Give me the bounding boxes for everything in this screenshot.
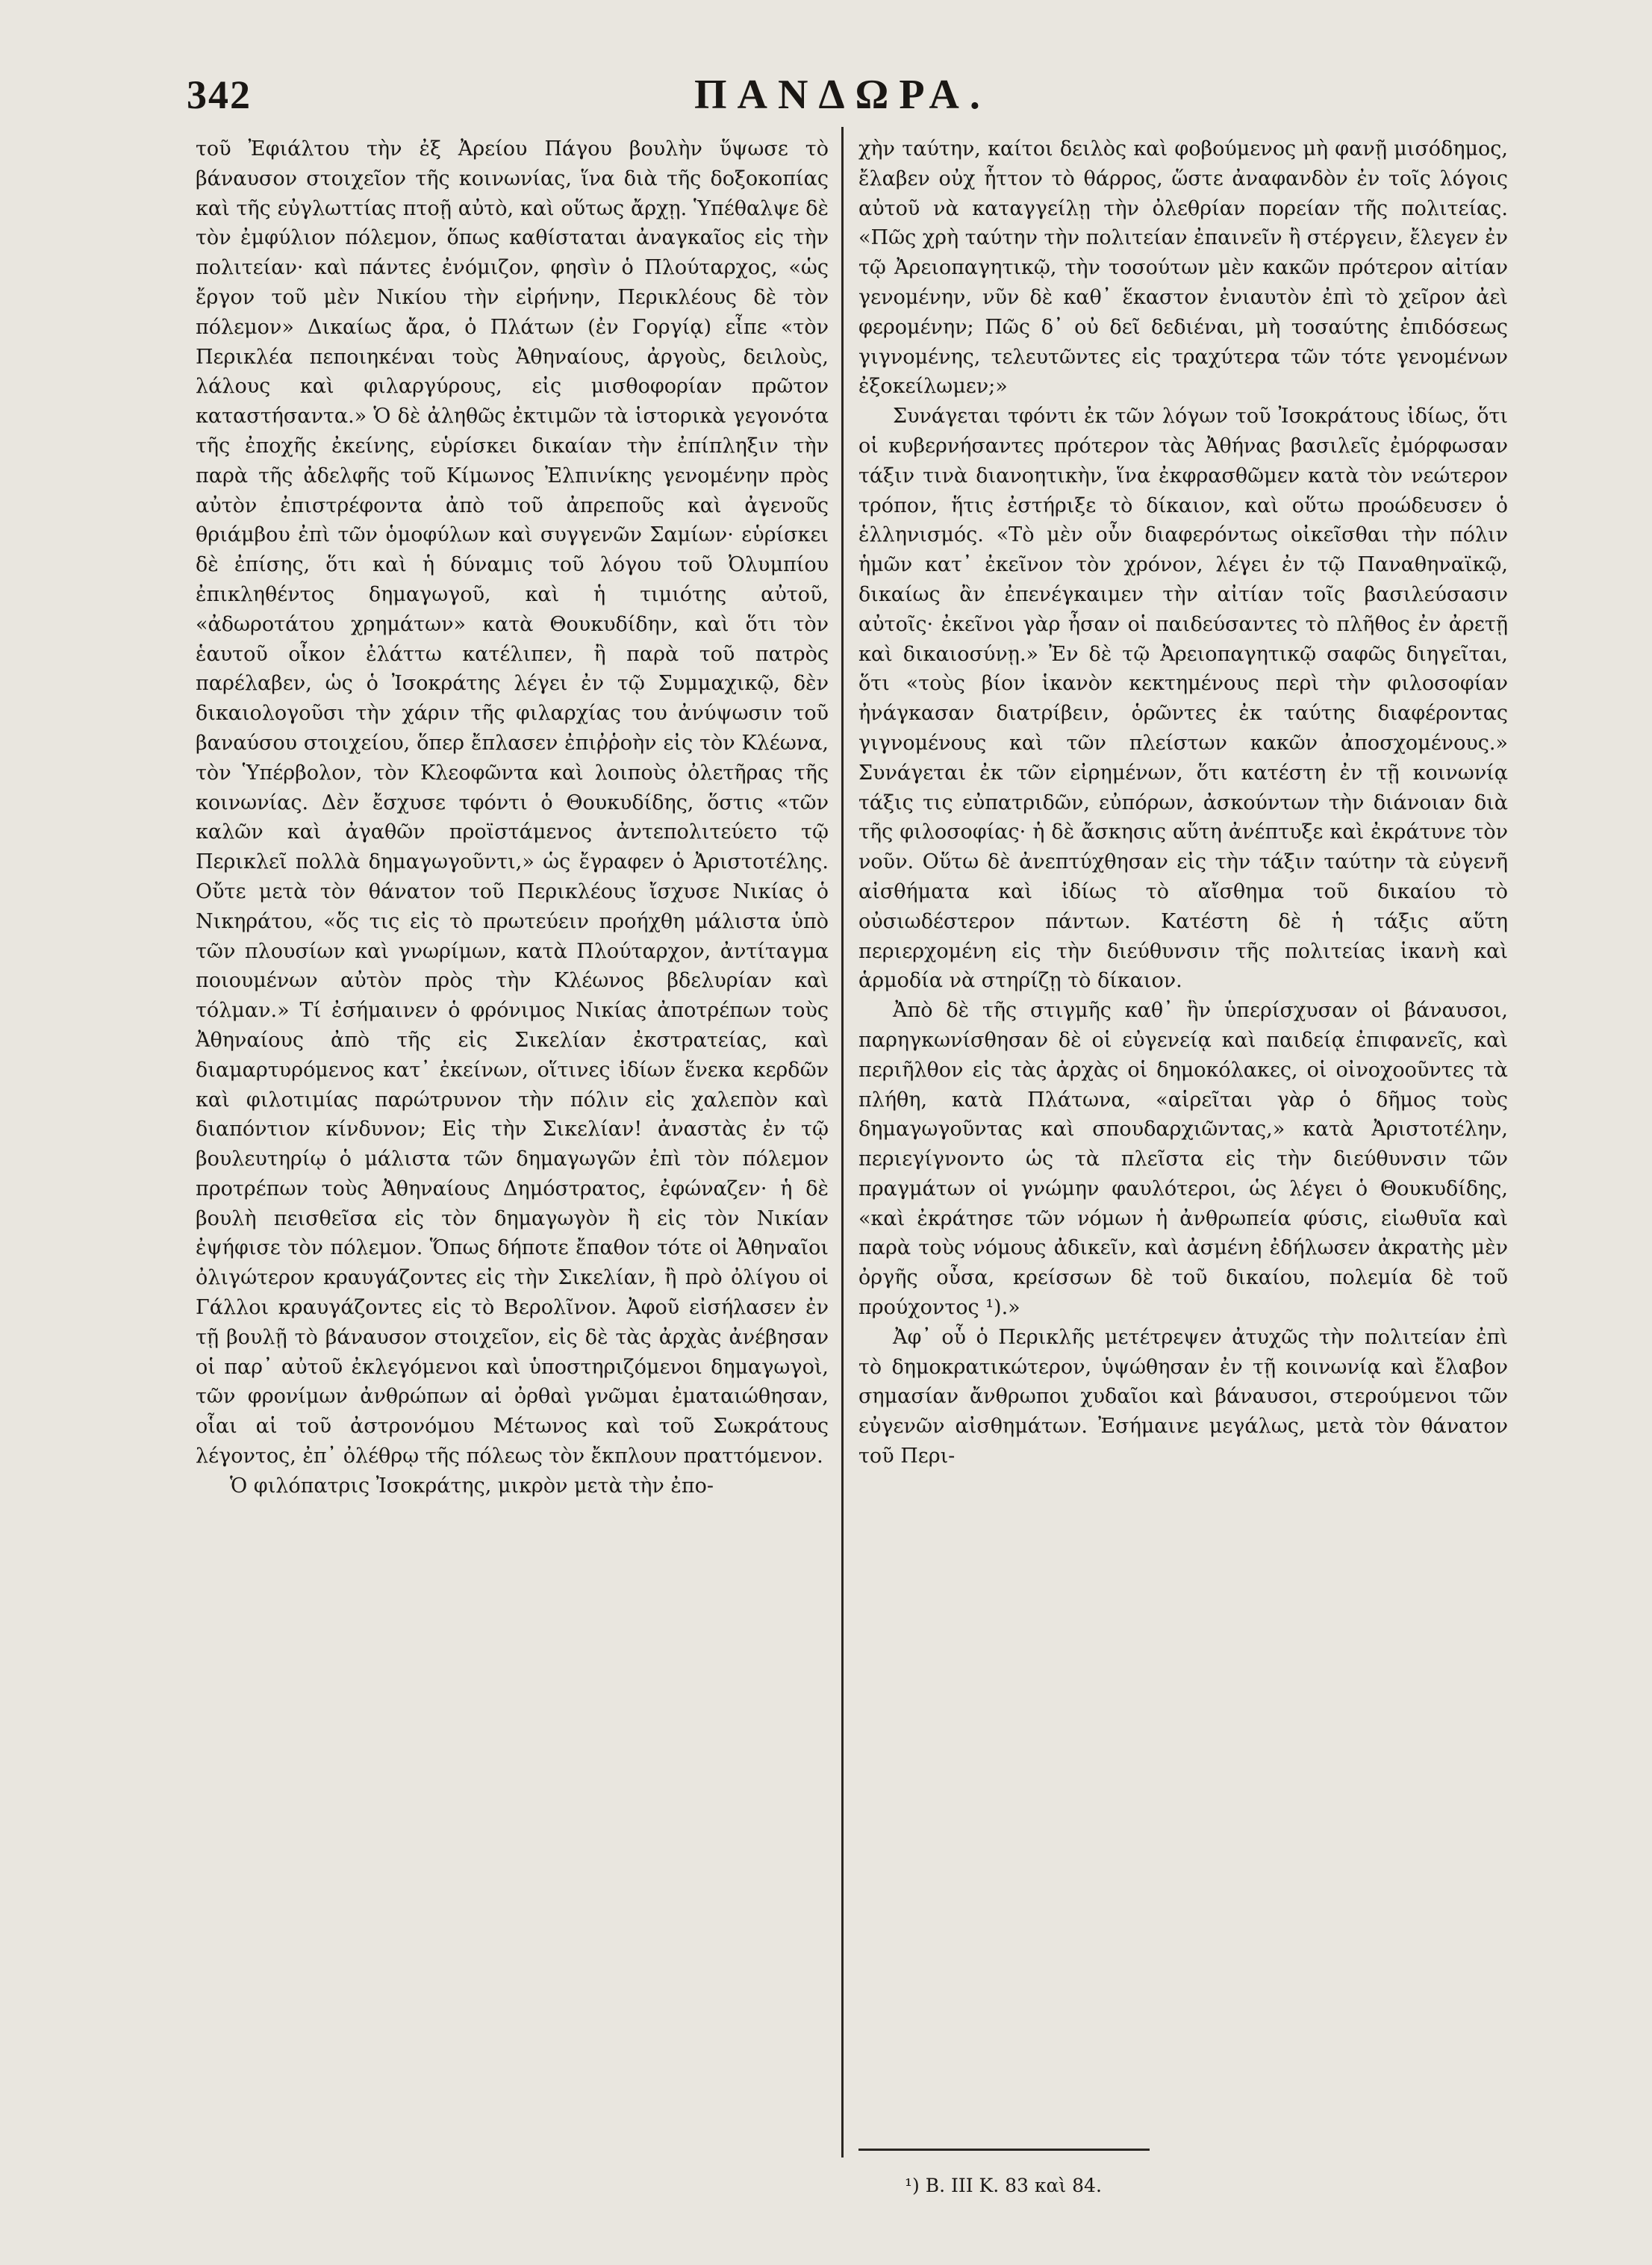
- footnote: ¹) Β. ΙΙΙ Κ. 83 καὶ 84.: [905, 2175, 1102, 2196]
- left-paragraph-1: τοῦ Ἐφιάλτου τὴν ἐξ Ἀρείου Πάγου βουλὴν ὕψωσε τὸ βάναυσον στοιχεῖον τῆς κοινωνίας, ἵνα διὰ τῆς δοξοκοπίας καὶ τῆς εὐγλωττίας πτοῇ αὐτὸ, καὶ οὕτως ἄρχῃ. Ὑπέθαλψε δὲ τὸν ἐμφύλιον πόλεμον, ὅπως καθίσταται ἀναγκαῖος εἰς τὴν πολιτείαν· καὶ πάντες ἐνόμιζον, φησὶν ὁ Πλούταρχος, «ὡς ἔργον τοῦ μὲν Νικίου τὴν εἰρήνην, Περικλέους δὲ τὸν πόλεμον» Δικαίως ἄρα, ὁ Πλάτων (ἐν Γοργίᾳ) εἶπε «τὸν Περικλέα πεποιηκέναι τοὺς Ἀθηναίους, ἀργοὺς, δειλοὺς, λάλους καὶ φιλαργύρους, εἰς μισθοφορίαν πρῶτον καταστήσαντα.» Ὁ δὲ ἀληθῶς ἐκτιμῶν τὰ ἱστορικὰ γεγονότα τῆς ἐποχῆς ἐκείνης, εὑρίσκει δικαίαν τὴν ἐπίπληξιν τὴν παρὰ τῆς ἀδελφῆς τοῦ Κίμωνος Ἐλπινίκης γενομένην πρὸς αὐτὸν ἐπιστρέφοντα ἀπὸ τοῦ ἀπρεποῦς καὶ ἀγενοῦς θριάμβου ἐπὶ τῶν ὁμοφύλων καὶ συγγενῶν Σαμίων· εὑρίσκει δὲ ἐπίσης, ὅτι καὶ ἡ δύναμις τοῦ λόγου τοῦ Ὀλυμπίου ἐπικληθέντος δημαγωγοῦ, καὶ ἡ τιμιότης αὐτοῦ, «ἀδωροτάτου χρημάτων» κατὰ Θουκυδίδην, καὶ ὅτι τὸν ἑαυτοῦ οἶκον ἐλάττω κατέλιπεν, ἢ παρὰ τοῦ πατρὸς παρέλαβεν, ὡς ὁ Ἰσοκράτης λέγει ἐν τῷ Συμμαχικῷ, δὲν δικαιολογοῦσι τὴν χάριν τῆς φιλαρχίας του ἀνύψωσιν τοῦ βαναύσου στοιχείου, ὅπερ ἔπλασεν ἐπιῤῥοὴν εἰς τὸν Κλέωνα, τὸν Ὑπέρβολον, τὸν Κλεοφῶντα καὶ λοιποὺς ὀλετῆρας τῆς κοινωνίας. Δὲν ἔσχυσε τφόντι ὁ Θουκυδίδης, ὅστις «τῶν καλῶν καὶ ἀγαθῶν προϊστάμενος ἀντεπολιτεύετο τῷ Περικλεῖ πολλὰ δημαγωγοῦντι,» ὡς ἔγραφεν ὁ Ἀριστοτέλης. Οὔτε μετὰ τὸν θάνατον τοῦ Περικλέους ἴσχυσε Νικίας ὁ Νικηράτου, «ὅς τις εἰς τὸ πρωτεύειν προήχθη μάλιστα ὑπὸ τῶν πλουσίων καὶ γνωρίμων, κατὰ Πλούταρχον, ἀντίταγμα ποιουμένων αὐτὸν πρὸς τὴν Κλέωνος βδελυρίαν καὶ τόλμαν.» Τί ἐσήμαινεν ὁ φρόνιμος Νικίας ἀποτρέπων τοὺς Ἀθηναίους ἀπὸ τῆς εἰς Σικελίαν ἐκστρατείας, καὶ διαμαρτυρόμενος κατ᾽ ἐκείνων, οἵτινες ἰδίων ἕνεκα κερδῶν καὶ φιλοτιμίας παρώτρυνον τὴν πόλιν εἰς χαλεπὸν καὶ διαπόντιον κίνδυνον; Εἰς τὴν Σικελίαν! ἀναστὰς ἐν τῷ βουλευτηρίῳ ὁ μάλιστα τῶν δημαγωγῶν ἐπὶ τὸν πόλεμον προτρέπων τοὺς Ἀθηναίους Δημόστρατος, ἐφώναζεν· ἡ δὲ βουλὴ πεισθεῖσα εἰς τὸν δημαγωγὸν ἢ εἰς τὸν Νικίαν ἐψήφισε τὸν πόλεμον. Ὅπως δήποτε ἔπαθον τότε οἱ Ἀθηναῖοι ὀλιγώτερον κραυγάζοντες εἰς τὴν Σικελίαν, ἢ πρὸ ὀλίγου οἱ Γάλλοι κραυγάζοντες εἰς τὸ Βερολῖνον. Ἀφοῦ εἰσήλασεν ἐν τῇ βουλῇ τὸ βάναυσον στοιχεῖον, εἰς δὲ τὰς ἀρχὰς ἀνέβησαν οἱ παρ᾽ αὐτοῦ ἐκλεγόμενοι καὶ ὑποστηριζόμενοι δημαγωγοὶ, τῶν φρονίμων ἀνθρώπων αἱ ὀρθαὶ γνῶμαι ἐματαιώθησαν, οἷαι αἱ τοῦ ἀστρονόμου Μέτωνος καὶ τοῦ Σωκράτους λέγοντος, ἐπ᾽ ὀλέθρῳ τῆς πόλεως τὸν ἔκπλουν πραττόμενον.: [196, 137, 829, 1468]
- page-header: [0, 69, 1652, 121]
- footnote-divider: [858, 2149, 1150, 2151]
- right-column: [858, 134, 1508, 1471]
- right-paragraph-2: Συνάγεται τφόντι ἐκ τῶν λόγων τοῦ Ἰσοκράτους ἰδίως, ὅτι οἱ κυβερνήσαντες πρότερον τὰς Ἀθήνας βασιλεῖς ἐμόρφωσαν τάξιν τινὰ διανοητικὴν, ἵνα ἐκφρασθῶμεν κατὰ τὸν νεώτερον τρόπον, ἥτις ἐστήριξε τὸ δίκαιον, καὶ οὕτω προώδευσεν ὁ ἑλληνισμός. «Τὸ μὲν οὖν διαφερόντως οἰκεῖσθαι τὴν πόλιν ἡμῶν κατ᾽ ἐκεῖνον τὸν χρόνον, λέγει ἐν τῷ Παναθηναϊκῷ, δικαίως ἂν ἐπενέγκαιμεν τὴν αἰτίαν τοῖς βασιλεύσασιν αὐτοῖς· ἐκεῖνοι γὰρ ἦσαν οἱ παιδεύσαντες τὸ πλῆθος ἐν ἀρετῇ καὶ δικαιοσύνῃ.» Ἐν δὲ τῷ Ἀρειοπαγητικῷ σαφῶς διηγεῖται, ὅτι «τοὺς βίον ἱκανὸν κεκτημένους περὶ τὴν φιλοσοφίαν ἠνάγκασαν διατρίβειν, ὁρῶντες ἐκ ταύτης διαφέροντας γιγνομένους καὶ τῶν πλείστων κακῶν ἀποσχομένους.» Συνάγεται ἐκ τῶν εἰρημένων, ὅτι κατέστη ἐν τῇ κοινωνίᾳ τάξις τις εὐπατριδῶν, εὐπόρων, ἀσκούντων τὴν διάνοιαν διὰ τῆς φιλοσοφίας· ἡ δὲ ἄσκησις αὕτη ἀνέπτυξε καὶ ἐκράτυνε τὸν νοῦν. Οὕτω δὲ ἀνεπτύχθησαν εἰς τὴν τάξιν ταύτην τὰ εὐγενῆ αἰσθήματα καὶ ἰδίως τὸ αἴσθημα τοῦ δικαίου τὸ οὐσιωδέστερον πάντων. Κατέστη δὲ ἡ τάξις αὕτη περιερχομένη εἰς τὴν διεύθυνσιν τῆς πολιτείας ἱκανὴ καὶ ἁρμοδία νὰ στηρίζῃ τὸ δίκαιον.: [858, 405, 1508, 993]
- journal-title: ΠΑΝΔΩΡΑ.: [694, 72, 991, 118]
- left-paragraph-2: Ὁ φιλόπατρις Ἰσοκράτης, μικρὸν μετὰ τὴν ἐπο-: [230, 1474, 714, 1498]
- right-paragraph-3: Ἀπὸ δὲ τῆς στιγμῆς καθ᾽ ἣν ὑπερίσχυσαν οἱ βάναυσοι, παρηγκωνίσθησαν δὲ οἱ εὐγενείᾳ καὶ παιδείᾳ ἐπιφανεῖς, καὶ περιῆλθον εἰς τὰς ἀρχὰς οἱ δημοκόλακες, οἱ οἰνοχοοῦντες τὰ πλήθη, κατὰ Πλάτωνα, «αἱρεῖται γὰρ ὁ δῆμος τοὺς δημαγωγοῦντας καὶ σπουδαρχιῶντας,» κατὰ Ἀριστοτέλην, περιεγίγνοντο ὡς τὰ πλεῖστα εἰς τὴν διεύθυνσιν τῶν πραγμάτων οἱ γνώμην φαυλότεροι, ὡς λέγει ὁ Θουκυδίδης, «καὶ ἐκράτησε τῶν νόμων ἡ ἀνθρωπεία φύσις, εἰωθυῖα καὶ παρὰ τοὺς νόμους ἀδικεῖν, καὶ ἀσμένη ἐδήλωσεν ἀκρατὴς μὲν ὀργῆς οὖσα, κρείσσων δὲ τοῦ δικαίου, πολεμία δὲ τοῦ προύχοντος ¹).»: [858, 999, 1508, 1320]
- left-column: [196, 134, 829, 1501]
- right-paragraph-1: χὴν ταύτην, καίτοι δειλὸς καὶ φοβούμενος μὴ φανῇ μισόδημος, ἔλαβεν οὐχ ἧττον τὸ θάρρος, ὥστε ἀναφανδὸν ἐν τοῖς λόγοις αὐτοῦ νὰ καταγγείλῃ τὴν ὀλεθρίαν πορείαν τῆς πολιτείας. «Πῶς χρὴ ταύτην τὴν πολιτείαν ἐπαινεῖν ἢ στέργειν, ἔλεγεν ἐν τῷ Ἀρειοπαγητικῷ, τὴν τοσούτων μὲν κακῶν πρότερον αἰτίαν γενομένην, νῦν δὲ καθ᾽ ἕκαστον ἐνιαυτὸν ἐπὶ τὸ χεῖρον ἀεὶ φερομένην; Πῶς δ᾽ οὐ δεῖ δεδιέναι, μὴ τοσαύτης ἐπιδόσεως γιγνομένης, τελευτῶντες εἰς τραχύτερα τῶν τότε γενομένων ἐξοκείλωμεν;»: [858, 137, 1508, 399]
- page-number: 342: [187, 72, 252, 117]
- column-divider: [841, 127, 844, 2157]
- right-paragraph-4: Ἀφ᾽ οὗ ὁ Περικλῆς μετέτρεψεν ἀτυχῶς τὴν πολιτείαν ἐπὶ τὸ δημοκρατικώτερον, ὑψώθησαν ἐν τῇ κοινωνίᾳ καὶ ἔλαβον σημασίαν ἄνθρωποι χυδαῖοι καὶ βάναυσοι, στερούμενοι τῶν εὐγενῶν αἰσθημάτων. Ἐσήμαινε μεγάλως, μετὰ τὸν θάνατον τοῦ Περι-: [858, 1325, 1508, 1468]
